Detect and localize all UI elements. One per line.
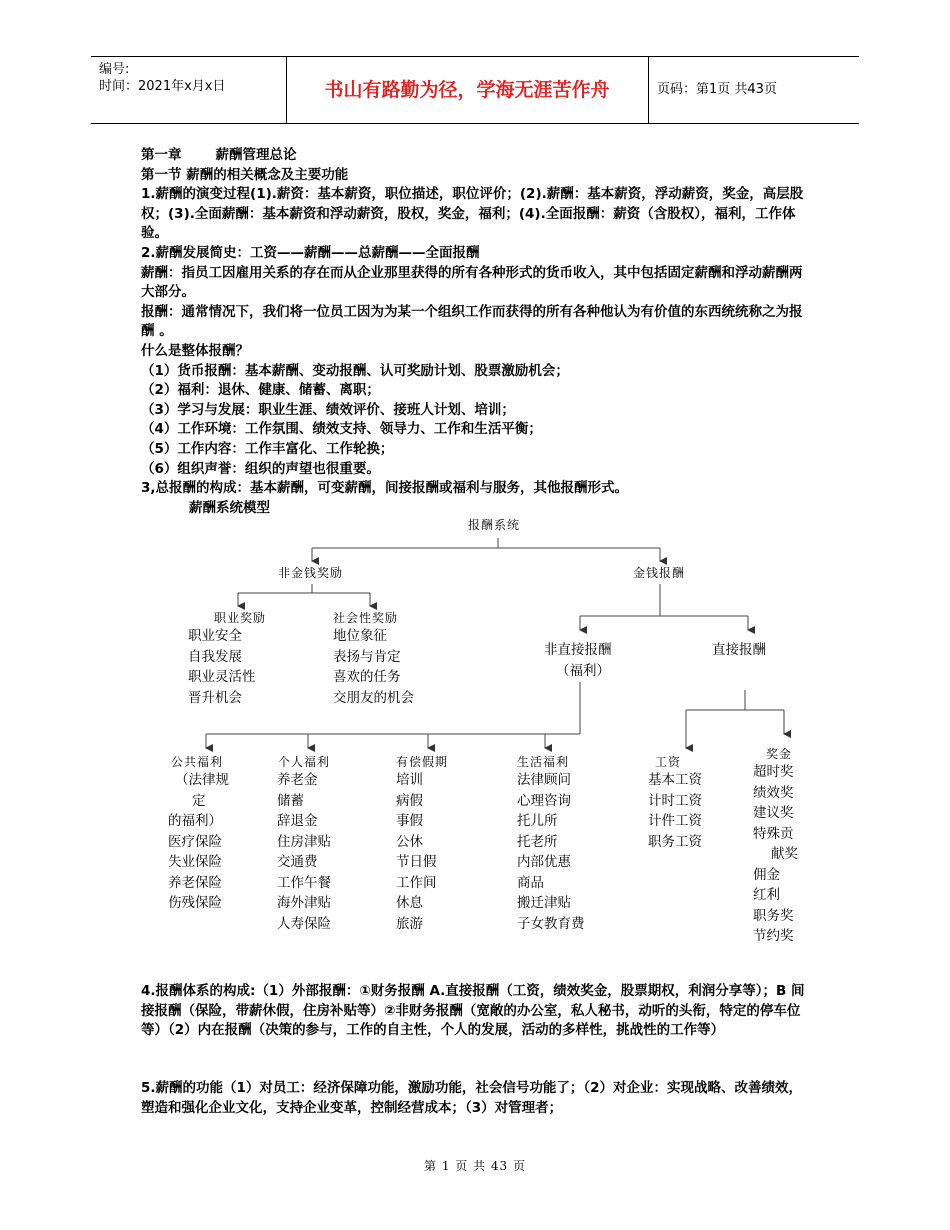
- list-item: 商品: [517, 874, 544, 891]
- list-item: 子女教育费: [517, 915, 585, 932]
- list-item: 职务奖: [753, 907, 794, 924]
- list-item: 人寿保险: [277, 915, 331, 932]
- list-item: （6）组织声誉：组织的声望也很重要。: [141, 460, 380, 477]
- node-indirect: [544, 640, 612, 681]
- page-footer: 第 1 页 共 43 页: [424, 1159, 526, 1173]
- list-item: 养老金: [277, 772, 318, 788]
- header-page-info: 页码：第1页 共43页: [657, 82, 777, 97]
- list-item: 计时工资: [648, 792, 702, 809]
- list-item: 喜欢的任务: [333, 669, 401, 685]
- diagram-caption: 薪酬系统模型: [189, 499, 270, 516]
- list-item: （5）工作内容：工作丰富化、工作轮换；: [141, 440, 394, 457]
- list-item: 海外津贴: [277, 895, 331, 911]
- list-item: 交通费: [277, 854, 318, 870]
- list-item: 伤残保险: [168, 895, 222, 911]
- list-item: 托儿所: [517, 813, 558, 829]
- list-item: 红利: [753, 887, 780, 903]
- list-item: 基本工资: [648, 772, 702, 788]
- list-item: （1）货币报酬：基本薪酬、变动报酬、认可奖励计划、股票激励机会；: [141, 362, 569, 379]
- paragraph: 1.薪酬的演变过程(1).薪资：基本薪资，职位描述，职位评价；(2).薪酬：基本薪资，浮动薪资，奖金，高层股权；(3).全面薪酬：基本薪资和浮动薪资，股权，奖金，福利；(4).全面报酬：薪资（含股权），福利，工作体验。: [141, 186, 804, 242]
- node-career: 职业奖励: [214, 611, 267, 625]
- list-item: 表扬与肯定: [333, 648, 401, 665]
- chapter-name: 薪酬管理总论: [215, 147, 297, 163]
- list-item: 建议奖: [753, 805, 794, 821]
- node-root: 报酬系统: [468, 518, 521, 532]
- node-bonus: 奖金: [766, 747, 793, 761]
- indirect-label: 非直接报酬: [544, 642, 612, 658]
- paragraph: 薪酬：指员工因雇用关系的存在而从企业那里获得的所有各种形式的货币收入，其中包括固定薪酬和浮动薪酬两大部分。: [141, 264, 803, 301]
- node-wage: 工资: [655, 755, 682, 769]
- node-money: 金钱报酬: [633, 566, 686, 580]
- list-item: （4）工作环境：工作氛围、绩效支持、领导力、工作和生活平衡；: [141, 421, 542, 438]
- section-heading: 第一节 薪酬的相关概念及主要功能: [141, 166, 349, 183]
- node-direct: 直接报酬: [712, 642, 766, 658]
- life-list: [517, 770, 585, 934]
- list-item: 休息: [396, 895, 423, 911]
- list-item: 定: [192, 792, 206, 809]
- node-personal: 个人福利: [278, 755, 331, 769]
- list-item: 辞退金: [277, 813, 318, 829]
- public-list: [168, 770, 229, 914]
- list-item: 晋升机会: [188, 689, 242, 706]
- paragraph: 什么是整体报酬？: [141, 342, 249, 359]
- list-item: 的福利）: [168, 813, 222, 829]
- social-list: [333, 626, 414, 708]
- list-item: 超时奖: [753, 764, 794, 780]
- list-item: 法律顾问: [517, 772, 571, 788]
- node-paidleave: 有偿假期: [396, 755, 449, 769]
- paragraph: 报酬：通常情况下，我们将一位员工因为为某一个组织工作而获得的所有各种他认为有价值的东西统统称之为报酬 。: [141, 303, 803, 340]
- paidleave-list: [396, 770, 437, 934]
- list-item: 养老保险: [168, 874, 222, 891]
- list-item: 职业灵活性: [188, 669, 256, 685]
- list-item: 心理咨询: [517, 792, 571, 809]
- paragraph: 4.报酬体系的构成:（1）外部报酬：①财务报酬 A.直接报酬（工资，绩效奖金，股票期权，利润分享等）；B 间接报酬（保险，带薪休假，住房补贴等）②非财务报酬（宽敞的办公室，私人秘书，动听的头衔，特定的停车位等）（2）内在报酬（决策的参与，工作的自主性，个人的发展，活动的多样性，挑战性的工作等）: [141, 983, 805, 1039]
- list-item: 节约奖: [753, 928, 794, 944]
- wage-list: [648, 770, 702, 852]
- list-item: 交朋友的机会: [333, 689, 414, 706]
- list-item: 职业安全: [188, 628, 242, 644]
- career-list: [188, 626, 256, 708]
- node-public: 公共福利: [171, 755, 224, 769]
- list-item: 旅游: [396, 915, 423, 932]
- text-block-5: [141, 1079, 813, 1118]
- node-nonmoney: 非金钱奖励: [278, 566, 344, 580]
- list-item: 医疗保险: [168, 833, 222, 850]
- list-item: 失业保险: [168, 854, 222, 870]
- list-item: 地位象征: [333, 628, 387, 644]
- list-item: （法律规: [175, 772, 229, 788]
- header-motto: 书山有路勤为径，学海无涯苦作舟: [324, 79, 610, 101]
- paragraph: 5.薪酬的功能（1）对员工：经济保障功能，激励功能，社会信号功能了；（2）对企业：实现战略、改善绩效，塑造和强化企业文化，支持企业变革，控制经营成本；（3）对管理者；: [141, 1080, 803, 1116]
- list-item: 事假: [396, 813, 423, 829]
- list-item: 职务工资: [648, 833, 702, 850]
- paragraph: 2.薪酬发展简史：工资——薪酬——总薪酬——全面报酬: [141, 244, 480, 261]
- text-block-4: [141, 982, 813, 1041]
- personal-list: [277, 770, 331, 934]
- list-item: （2）福利：退休、健康、储蓄、离职；: [141, 382, 380, 399]
- list-item: 托老所: [517, 833, 558, 850]
- list-item: 内部优惠: [517, 854, 571, 870]
- list-item: 佣金: [753, 866, 780, 883]
- node-life: 生活福利: [517, 755, 570, 769]
- indirect-sub: （福利）: [556, 662, 610, 679]
- list-item: （3）学习与发展：职业生涯、绩效评价、接班人计划、培训；: [141, 401, 515, 418]
- list-item: 住房津贴: [277, 833, 331, 850]
- number-label: 编号:: [99, 62, 130, 77]
- list-item: 特殊贡: [753, 825, 794, 842]
- list-item: 节日假: [396, 854, 437, 870]
- list-item: 工作午餐: [277, 874, 331, 891]
- time-label: 时间：2021年x月x日: [99, 79, 226, 94]
- list-item: 病假: [396, 792, 423, 809]
- chapter-title: 第一章: [141, 147, 182, 163]
- list-item: 搬迁津贴: [517, 895, 571, 911]
- list-item: 自我发展: [188, 648, 242, 665]
- list-item: 培训: [396, 772, 423, 788]
- list-item: 储蓄: [277, 792, 304, 809]
- bonus-list: [753, 762, 798, 947]
- list-item: 公休: [396, 833, 423, 850]
- node-social: 社会性奖励: [333, 611, 399, 625]
- list-item: 计件工资: [648, 813, 702, 829]
- list-item: 工作间: [396, 874, 437, 891]
- paragraph: 3,总报酬的构成：基本薪酬，可变薪酬，间接报酬或福利与服务，其他报酬形式。: [141, 480, 629, 497]
- list-item: 绩效奖: [753, 784, 794, 801]
- list-item: 献奖: [771, 846, 798, 862]
